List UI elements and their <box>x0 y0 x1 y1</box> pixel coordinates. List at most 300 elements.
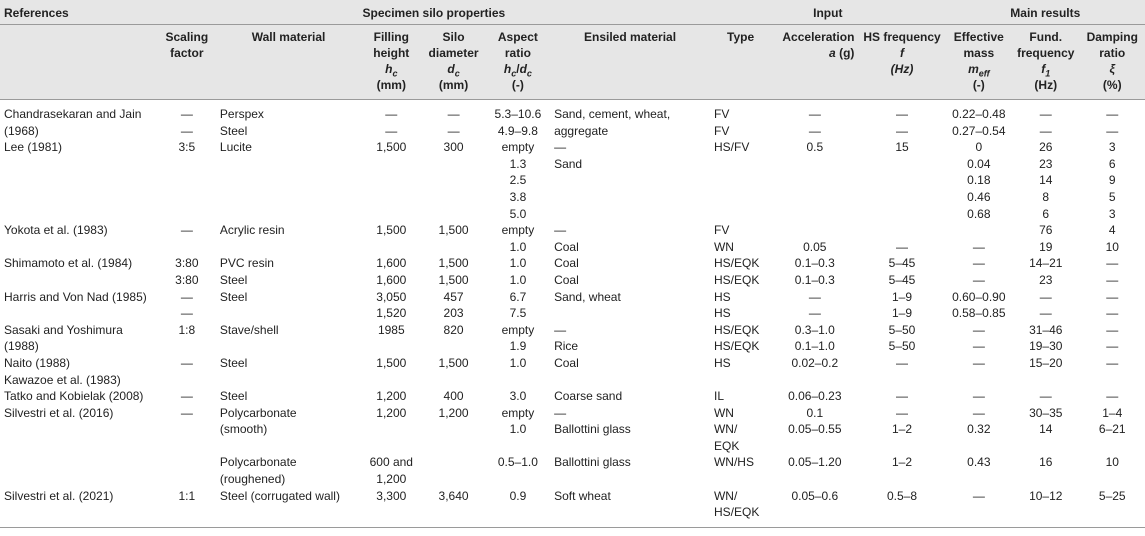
cell-scaling-factor: — <box>180 306 193 321</box>
table-row <box>0 139 1145 156</box>
cell-input-type: FV <box>713 223 730 238</box>
cell-ensiled-material: — <box>554 322 567 337</box>
cell-input-type: HS <box>713 355 731 370</box>
cell-wall-material: Stave/shell <box>219 322 279 337</box>
cell-fund-frequency: — <box>1039 107 1052 121</box>
cell-wall-material <box>216 206 361 223</box>
cell-hs-frequency: — <box>896 355 908 370</box>
fund-frequency-label: Fund. frequency <box>1017 30 1075 60</box>
cell-aspect-ratio <box>486 471 550 488</box>
cell-silo-diameter <box>421 239 485 256</box>
cell-aspect-ratio: 1.0 <box>509 256 527 271</box>
cell-scaling-factor: — <box>180 107 193 121</box>
acceleration-unit: (g) <box>839 46 855 60</box>
cell-effective-mass <box>946 504 1012 527</box>
header-damping-ratio <box>1079 25 1145 100</box>
cell-hs-frequency <box>858 172 945 189</box>
cell-wall-material: Steel <box>219 272 248 287</box>
cell-reference: (1988) <box>4 339 39 354</box>
cell-input-type: IL <box>713 389 724 404</box>
table-row <box>0 388 1145 405</box>
cell-wall-material <box>216 438 361 455</box>
cell-reference <box>0 156 158 173</box>
cell-filling-height: 1,500 <box>376 140 407 155</box>
filling-height-subscript: c <box>392 68 398 79</box>
cell-filling-height <box>361 504 421 527</box>
cell-fund-frequency: 26 <box>1039 140 1053 155</box>
cell-acceleration <box>771 372 858 389</box>
cell-ensiled-material: Ballottini glass <box>554 455 631 470</box>
cell-reference <box>0 504 158 527</box>
table-body <box>0 100 1145 528</box>
cell-scaling-factor: 3:5 <box>178 140 196 155</box>
cell-acceleration: 0.1 <box>806 405 824 420</box>
filling-height-label: Filling height <box>373 30 410 60</box>
cell-damping-ratio: 10 <box>1105 239 1119 254</box>
cell-damping-ratio: — <box>1106 123 1119 138</box>
cell-filling-height <box>361 438 421 455</box>
cell-fund-frequency: 31–46 <box>1029 322 1063 337</box>
cell-hs-frequency: 0.5–8 <box>886 488 918 503</box>
effective-mass-symbol: m <box>968 62 979 76</box>
cell-effective-mass: — <box>972 488 985 503</box>
cell-ensiled-material: — <box>554 223 567 238</box>
cell-wall-material <box>216 156 361 173</box>
cell-wall-material <box>216 504 361 527</box>
cell-ensiled-material <box>550 471 710 488</box>
cell-reference <box>0 305 158 322</box>
cell-scaling-factor <box>158 172 216 189</box>
cell-hs-frequency: 1–2 <box>891 422 913 437</box>
cell-wall-material: (smooth) <box>219 422 268 437</box>
cell-scaling-factor <box>158 338 216 355</box>
cell-fund-frequency: — <box>1039 123 1052 138</box>
cell-scaling-factor: 1:1 <box>178 488 196 503</box>
effective-mass-subscript: eff <box>978 68 990 79</box>
cell-acceleration: 0.06–0.23 <box>788 389 842 404</box>
cell-filling-height: 1,600 <box>376 256 407 271</box>
cell-fund-frequency: 30–35 <box>1029 405 1063 420</box>
header-filling-height <box>361 25 421 100</box>
cell-silo-diameter <box>421 471 485 488</box>
cell-hs-frequency: 5–50 <box>888 339 916 354</box>
cell-scaling-factor <box>158 471 216 488</box>
cell-wall-material <box>216 372 361 389</box>
cell-effective-mass: 0.18 <box>967 173 991 188</box>
cell-filling-height: 1,200 <box>376 405 407 420</box>
cell-acceleration: — <box>808 289 821 304</box>
cell-fund-frequency: 14 <box>1039 173 1053 188</box>
cell-effective-mass: 0.58–0.85 <box>952 306 1006 321</box>
cell-hs-frequency: 15 <box>895 140 909 155</box>
cell-aspect-ratio: 6.7 <box>509 289 527 304</box>
header-fund-frequency <box>1012 25 1079 100</box>
cell-scaling-factor <box>158 421 216 438</box>
table-row <box>0 504 1145 527</box>
cell-acceleration: — <box>808 107 821 121</box>
cell-hs-frequency: 5–45 <box>888 272 916 287</box>
cell-ensiled-material <box>550 438 710 455</box>
cell-hs-frequency: 5–45 <box>888 256 916 271</box>
cell-damping-ratio: 6–21 <box>1098 422 1126 437</box>
cell-scaling-factor <box>158 372 216 389</box>
cell-damping-ratio: 3 <box>1108 206 1116 221</box>
cell-scaling-factor: 3:80 <box>175 272 199 287</box>
cell-ensiled-material <box>550 172 710 189</box>
cell-reference: (1968) <box>4 123 39 138</box>
cell-filling-height: 3,050 <box>376 289 407 304</box>
cell-scaling-factor: — <box>180 389 193 404</box>
cell-hs-frequency <box>858 504 945 527</box>
cell-acceleration: 0.05–1.20 <box>788 455 842 470</box>
cell-wall-material: Steel <box>219 355 248 370</box>
cell-aspect-ratio: 0.5–1.0 <box>497 455 538 470</box>
cell-aspect-ratio: 1.0 <box>509 422 527 437</box>
cell-hs-frequency <box>858 189 945 206</box>
cell-effective-mass: 0 <box>975 140 983 155</box>
cell-ensiled-material: Coarse sand <box>554 389 623 404</box>
cell-hs-frequency: — <box>896 239 908 254</box>
cell-reference: Silvestri et al. (2021) <box>4 488 114 503</box>
cell-effective-mass: 0.68 <box>967 206 991 221</box>
cell-scaling-factor: 1:8 <box>178 322 196 337</box>
fund-frequency-subscript: 1 <box>1045 68 1051 79</box>
aspect-ratio-slash: / <box>516 62 520 76</box>
header-hs-frequency <box>858 25 945 100</box>
cell-acceleration <box>771 206 858 223</box>
cell-ensiled-material: Sand, cement, wheat, <box>554 107 671 121</box>
cell-aspect-ratio: empty <box>501 140 535 155</box>
cell-silo-diameter: — <box>447 107 460 121</box>
cell-input-type: WN/ <box>713 422 738 437</box>
cell-input-type: HS/FV <box>713 140 750 155</box>
damping-ratio-unit: (%) <box>1102 78 1122 92</box>
cell-ensiled-material: — <box>554 140 567 155</box>
table-row <box>0 488 1145 505</box>
cell-damping-ratio <box>1079 438 1145 455</box>
cell-aspect-ratio: 5.3–10.6 <box>494 107 542 121</box>
cell-damping-ratio: — <box>1106 107 1119 121</box>
cell-damping-ratio: 3 <box>1108 140 1116 155</box>
cell-ensiled-material <box>550 305 710 322</box>
header-silo-diameter <box>421 25 485 100</box>
cell-fund-frequency: 8 <box>1042 189 1050 204</box>
cell-effective-mass: — <box>972 339 985 354</box>
cell-scaling-factor: — <box>180 355 193 370</box>
cell-damping-ratio: — <box>1106 306 1119 321</box>
cell-scaling-factor: 3:80 <box>175 256 199 271</box>
cell-fund-frequency: — <box>1039 389 1052 404</box>
cell-input-type <box>710 471 771 488</box>
cell-input-type <box>710 156 771 173</box>
cell-reference <box>0 172 158 189</box>
cell-acceleration <box>771 172 858 189</box>
table-row <box>0 272 1145 289</box>
cell-damping-ratio <box>1079 471 1145 488</box>
filling-height-symbol: h <box>385 62 393 76</box>
cell-ensiled-material <box>550 206 710 223</box>
cell-fund-frequency: — <box>1039 306 1052 321</box>
cell-wall-material: Steel <box>219 123 248 138</box>
cell-aspect-ratio: 3.8 <box>509 189 527 204</box>
cell-scaling-factor <box>158 438 216 455</box>
cell-reference: Chandrasekaran and Jain <box>4 107 142 121</box>
cell-filling-height: — <box>385 107 398 121</box>
cell-input-type: WN <box>713 239 734 254</box>
cell-filling-height <box>361 172 421 189</box>
effective-mass-label: Effective mass <box>953 30 1004 60</box>
damping-ratio-symbol: ξ <box>1109 62 1115 76</box>
cell-acceleration: 0.02–0.2 <box>791 355 839 370</box>
header-references: References <box>0 0 158 25</box>
damping-ratio-label: Damping ratio <box>1086 30 1138 60</box>
cell-input-type: WN/HS <box>713 455 754 470</box>
cell-silo-diameter: 1,500 <box>438 355 469 370</box>
sub-header-row <box>0 25 1145 100</box>
acceleration-label: Acceleration <box>782 30 855 44</box>
cell-acceleration: 0.05 <box>803 239 827 254</box>
table-row <box>0 239 1145 256</box>
cell-silo-diameter <box>421 206 485 223</box>
table-row <box>0 222 1145 239</box>
filling-height-unit: (mm) <box>376 78 406 92</box>
cell-aspect-ratio: empty <box>501 405 535 420</box>
cell-wall-material: Polycarbonate <box>219 455 297 470</box>
cell-reference: Shimamoto et al. (1984) <box>4 256 133 271</box>
cell-filling-height: 1,500 <box>376 355 407 370</box>
header-wall-material: Wall material <box>216 25 361 100</box>
cell-effective-mass: 0.46 <box>967 189 991 204</box>
header-ensiled-material: Ensiled material <box>550 25 710 100</box>
header-results-group: Main results <box>946 0 1145 25</box>
cell-hs-frequency <box>858 471 945 488</box>
cell-hs-frequency: 1–9 <box>891 306 913 321</box>
cell-ensiled-material: Soft wheat <box>554 488 611 503</box>
cell-wall-material: Steel (corrugated wall) <box>219 488 340 503</box>
cell-silo-diameter <box>421 504 485 527</box>
cell-damping-ratio: — <box>1106 256 1119 271</box>
silo-diameter-symbol: d <box>447 62 455 76</box>
cell-hs-frequency <box>858 206 945 223</box>
cell-wall-material: Perspex <box>219 107 264 121</box>
cell-reference <box>0 272 158 289</box>
cell-aspect-ratio <box>486 372 550 389</box>
table-row <box>0 322 1145 339</box>
cell-aspect-ratio: 4.9–9.8 <box>497 123 538 138</box>
cell-reference: Tatko and Kobielak (2008) <box>4 389 144 404</box>
cell-reference <box>0 206 158 223</box>
cell-silo-diameter: 1,200 <box>438 405 469 420</box>
cell-damping-ratio: 4 <box>1108 223 1116 238</box>
header-effective-mass <box>946 25 1012 100</box>
cell-filling-height: 1,200 <box>376 472 407 487</box>
header-scaling-factor: Scaling factor <box>158 25 216 100</box>
cell-ensiled-material: aggregate <box>554 123 609 138</box>
cell-acceleration <box>771 438 858 455</box>
silo-diameter-subscript: c <box>454 68 460 79</box>
table-row <box>0 123 1145 140</box>
cell-filling-height <box>361 239 421 256</box>
cell-hs-frequency: 1–9 <box>891 289 913 304</box>
cell-ensiled-material <box>550 372 710 389</box>
cell-scaling-factor <box>158 239 216 256</box>
cell-silo-diameter: 820 <box>443 322 464 337</box>
cell-filling-height: 1,200 <box>376 389 407 404</box>
cell-ensiled-material: Rice <box>554 339 579 354</box>
cell-filling-height: — <box>385 123 398 138</box>
cell-damping-ratio <box>1079 504 1145 527</box>
cell-wall-material <box>216 338 361 355</box>
table-row <box>0 338 1145 355</box>
table-row <box>0 172 1145 189</box>
cell-hs-frequency: 5–50 <box>888 322 916 337</box>
cell-input-type: HS/EQK <box>713 322 760 337</box>
cell-acceleration: 0.05–0.6 <box>791 488 839 503</box>
cell-silo-diameter: — <box>447 123 460 138</box>
cell-ensiled-material: Sand, wheat <box>554 289 621 304</box>
cell-input-type: EQK <box>713 438 740 453</box>
cell-acceleration <box>771 156 858 173</box>
fund-frequency-symbol: f <box>1041 62 1046 76</box>
cell-silo-diameter <box>421 156 485 173</box>
cell-reference <box>0 454 158 471</box>
cell-reference <box>0 471 158 488</box>
cell-reference: Yokota et al. (1983) <box>4 223 108 238</box>
cell-aspect-ratio: 7.5 <box>509 306 527 321</box>
cell-acceleration <box>771 504 858 527</box>
cell-effective-mass: — <box>972 256 985 271</box>
cell-filling-height: 1985 <box>377 322 405 337</box>
cell-reference <box>0 421 158 438</box>
table-row <box>0 189 1145 206</box>
cell-ensiled-material: Coal <box>554 272 579 287</box>
header-aspect-ratio <box>486 25 550 100</box>
cell-input-type: HS/EQK <box>710 504 771 527</box>
table-row <box>0 438 1145 455</box>
cell-damping-ratio: 1–4 <box>1102 405 1123 420</box>
cell-scaling-factor: — <box>180 289 193 304</box>
cell-wall-material <box>216 172 361 189</box>
cell-silo-diameter: 1,500 <box>438 256 469 271</box>
cell-ensiled-material: Coal <box>554 355 579 370</box>
cell-scaling-factor: — <box>180 123 193 138</box>
header-acceleration <box>771 25 858 100</box>
cell-effective-mass <box>946 471 1012 488</box>
cell-input-type: HS <box>713 289 731 304</box>
silo-diameter-unit: (mm) <box>438 78 469 92</box>
cell-hs-frequency <box>858 438 945 455</box>
cell-acceleration: 0.5 <box>806 140 824 155</box>
cell-damping-ratio: 9 <box>1108 173 1116 188</box>
cell-fund-frequency: 14–21 <box>1029 256 1063 271</box>
cell-fund-frequency: 16 <box>1039 455 1053 470</box>
cell-input-type: WN <box>713 405 734 420</box>
cell-fund-frequency <box>1012 372 1079 389</box>
cell-wall-material <box>216 305 361 322</box>
cell-acceleration <box>771 189 858 206</box>
cell-fund-frequency: 19–30 <box>1029 339 1063 354</box>
cell-scaling-factor <box>158 504 216 527</box>
header-blank <box>0 25 158 100</box>
cell-damping-ratio: — <box>1106 322 1119 337</box>
cell-effective-mass: — <box>972 322 985 337</box>
cell-silo-diameter <box>421 438 485 455</box>
table-row <box>0 255 1145 272</box>
cell-silo-diameter <box>421 421 485 438</box>
cell-fund-frequency <box>1012 438 1079 455</box>
cell-aspect-ratio: 5.0 <box>509 206 527 221</box>
cell-reference: Naito (1988) <box>4 355 71 370</box>
aspect-ratio-symbol-h: h <box>503 62 512 76</box>
cell-hs-frequency <box>858 372 945 389</box>
cell-hs-frequency <box>858 156 945 173</box>
hs-frequency-unit: (Hz) <box>890 62 914 76</box>
cell-effective-mass: 0.32 <box>967 422 991 437</box>
cell-ensiled-material: Ballottini glass <box>554 422 631 437</box>
cell-ensiled-material <box>550 189 710 206</box>
cell-effective-mass <box>946 372 1012 389</box>
cell-input-type: WN/ <box>713 488 738 503</box>
cell-wall-material <box>216 189 361 206</box>
cell-input-type <box>710 189 771 206</box>
aspect-ratio-subscript-h: c <box>511 68 517 79</box>
cell-effective-mass: — <box>972 405 985 420</box>
cell-reference: Sasaki and Yoshimura <box>4 322 123 337</box>
cell-aspect-ratio: 0.9 <box>509 488 527 503</box>
cell-ensiled-material: Coal <box>554 256 579 271</box>
cell-fund-frequency: — <box>1039 289 1052 304</box>
table-row <box>0 305 1145 322</box>
cell-aspect-ratio: 3.0 <box>509 389 527 404</box>
cell-scaling-factor: — <box>180 223 193 238</box>
cell-filling-height: 600 and <box>369 455 413 470</box>
table-row <box>0 355 1145 372</box>
header-input-group: Input <box>710 0 946 25</box>
cell-acceleration: 0.1–0.3 <box>794 256 835 271</box>
cell-effective-mass: 0.27–0.54 <box>952 123 1006 138</box>
cell-aspect-ratio: empty <box>501 322 535 337</box>
table-row <box>0 471 1145 488</box>
cell-acceleration: — <box>808 123 821 138</box>
table-row <box>0 372 1145 389</box>
cell-fund-frequency: 23 <box>1039 156 1053 171</box>
cell-fund-frequency: 15–20 <box>1029 355 1063 370</box>
cell-scaling-factor <box>158 189 216 206</box>
cell-filling-height <box>361 156 421 173</box>
cell-reference <box>0 239 158 256</box>
cell-silo-diameter <box>421 372 485 389</box>
cell-effective-mass: — <box>972 272 985 287</box>
cell-input-type <box>710 172 771 189</box>
cell-silo-diameter: 1,500 <box>438 272 469 287</box>
cell-fund-frequency: 6 <box>1042 206 1050 221</box>
cell-acceleration: 0.1–0.3 <box>794 272 835 287</box>
cell-damping-ratio: — <box>1106 289 1119 304</box>
cell-aspect-ratio <box>486 504 550 527</box>
cell-fund-frequency: 23 <box>1039 272 1053 287</box>
cell-scaling-factor <box>158 206 216 223</box>
cell-wall-material: Lucite <box>219 140 252 155</box>
aspect-ratio-label: Aspect ratio <box>497 30 538 60</box>
cell-filling-height: 1,600 <box>376 272 407 287</box>
table-row <box>0 421 1145 438</box>
cell-ensiled-material: Sand <box>554 156 583 171</box>
cell-aspect-ratio: 2.5 <box>509 173 527 188</box>
cell-acceleration: — <box>808 306 821 321</box>
cell-reference: Silvestri et al. (2016) <box>4 405 114 420</box>
cell-hs-frequency: — <box>896 389 908 404</box>
cell-hs-frequency: — <box>896 123 908 138</box>
